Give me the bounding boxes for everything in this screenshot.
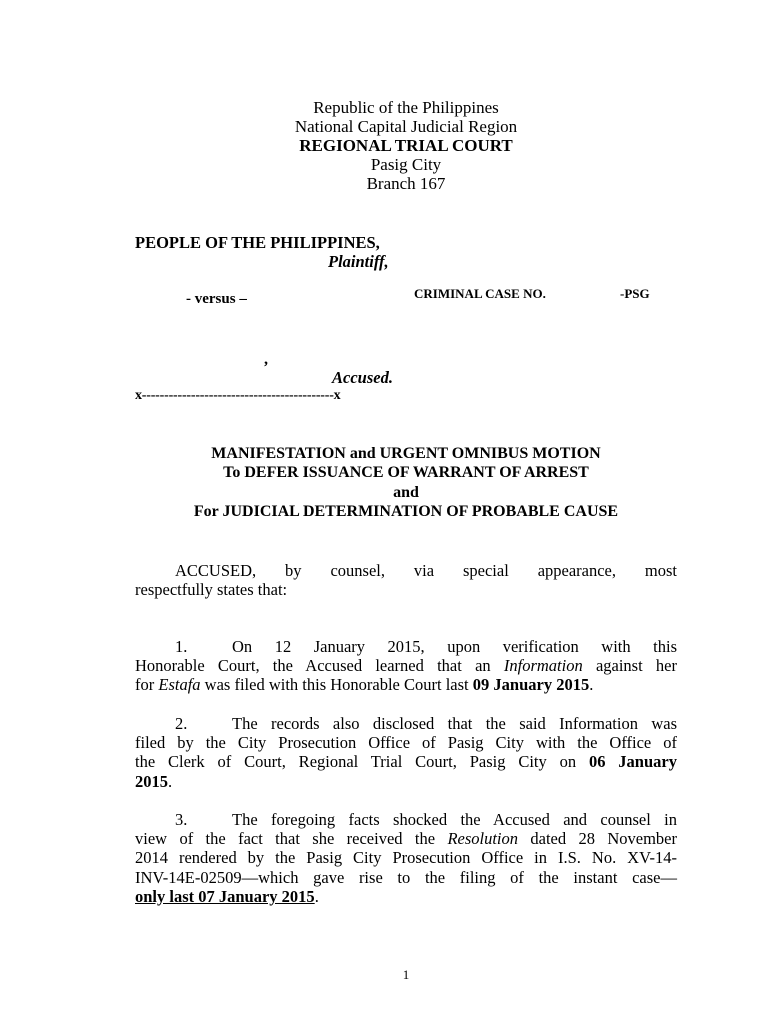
p2-number: 2. xyxy=(175,714,188,733)
p3-line-5 xyxy=(135,887,677,906)
p3-line-2 xyxy=(135,829,677,848)
intro-word: ACCUSED, xyxy=(175,561,257,580)
intro-line-1 xyxy=(135,561,677,580)
intro-word: via xyxy=(413,561,435,580)
caption-divider: x-------------------------------------------x xyxy=(135,388,341,403)
header-court: REGIONAL TRIAL COURT xyxy=(299,136,513,155)
p3-text: dated 28 November xyxy=(518,829,678,849)
header-branch: Branch 167 xyxy=(366,174,446,193)
paragraph-2 xyxy=(135,714,677,791)
p2-text: . xyxy=(168,771,173,791)
intro-paragraph xyxy=(135,561,677,599)
intro-word: counsel, xyxy=(330,561,385,580)
p1-text: for xyxy=(135,675,159,695)
p3-line-3: 2014 rendered by the Pasig City Prosecution Office in I.S. No. XV-14- xyxy=(135,848,677,868)
plaintiff-name: PEOPLE OF THE PHILIPPINES, xyxy=(135,233,380,252)
motion-title-line4: For JUDICIAL DETERMINATION OF PROBABLE CAUSE xyxy=(193,503,619,520)
p3-line-4: INV-14E-02509—which gave rise to the filing of the instant case— xyxy=(135,867,677,887)
paragraph-1 xyxy=(135,637,677,695)
p1-line-2 xyxy=(135,656,677,675)
p1-text: Honorable Court, the Accused learned that an xyxy=(135,656,504,676)
intro-word: by xyxy=(285,561,302,580)
motion-title-line2: To DEFER ISSUANCE OF WARRANT OF ARREST xyxy=(223,464,589,481)
p2-date-year: 2015 xyxy=(135,771,168,791)
paragraph-3 xyxy=(135,810,677,906)
p2-text-1: The records also disclosed that the said Information was xyxy=(232,714,677,733)
motion-title-line3: and xyxy=(393,484,419,501)
p1-information-term: Information xyxy=(503,656,583,676)
p3-number: 3. xyxy=(175,810,188,829)
versus-label: - versus – xyxy=(186,291,247,307)
p3-receipt-date: only last 07 January 2015 xyxy=(135,886,315,906)
p1-text: against her xyxy=(582,656,677,676)
p3-text-1: The foregoing facts shocked the Accused and counsel in xyxy=(232,810,677,829)
accused-comma: , xyxy=(264,351,268,368)
p3-text: view of the fact that she received the xyxy=(135,829,448,849)
p2-line-2: filed by the City Prosecution Office of Pasig City with the Office of xyxy=(135,733,677,753)
p1-text-1: On 12 January 2015, upon verification with this xyxy=(232,637,677,656)
p1-filing-date: 09 January 2015 xyxy=(472,675,590,695)
motion-title-line1: MANIFESTATION and URGENT OMNIBUS MOTION xyxy=(211,445,601,462)
p1-line-1 xyxy=(135,637,677,656)
p1-estafa-term: Estafa xyxy=(158,675,201,695)
intro-word: appearance, xyxy=(537,561,616,580)
p3-line-1 xyxy=(135,810,677,829)
intro-word: special xyxy=(462,561,509,580)
intro-line-2: respectfully states that: xyxy=(135,580,288,600)
accused-role: Accused. xyxy=(332,368,393,387)
case-number-label: CRIMINAL CASE NO. xyxy=(414,286,546,301)
p3-text: . xyxy=(314,886,319,906)
page-number: 1 xyxy=(402,967,410,982)
p1-number: 1. xyxy=(175,637,188,656)
p2-line-3 xyxy=(135,752,677,771)
p2-text: the Clerk of Court, Regional Trial Court, Pasig City on xyxy=(135,752,589,772)
header-republic: Republic of the Philippines xyxy=(313,98,499,117)
p2-line-4 xyxy=(135,772,677,791)
header-region: National Capital Judicial Region xyxy=(294,117,518,136)
p1-text: . xyxy=(589,675,594,695)
p3-resolution-term: Resolution xyxy=(447,829,519,849)
p2-line-1 xyxy=(135,714,677,733)
p1-text: was filed with this Honorable Court last xyxy=(200,675,473,695)
intro-word: most xyxy=(644,561,677,580)
p1-line-3 xyxy=(135,675,677,694)
header-city: Pasig City xyxy=(370,155,442,174)
plaintiff-role: Plaintiff, xyxy=(328,252,389,271)
case-number-suffix: -PSG xyxy=(620,286,650,301)
p2-date-part: 06 January xyxy=(588,752,677,772)
